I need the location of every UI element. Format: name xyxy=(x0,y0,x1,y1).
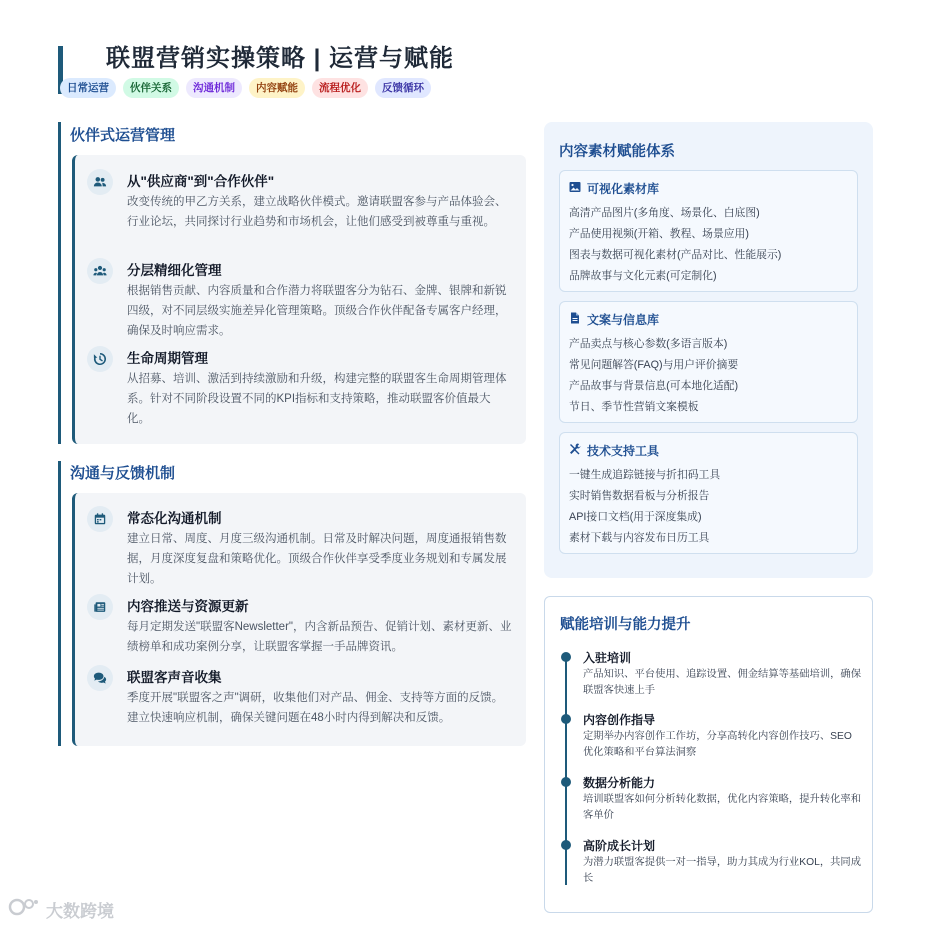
panel-title: 赋能培训与能力提升 xyxy=(560,617,691,633)
box-header xyxy=(569,180,659,197)
user-tiers-icon xyxy=(87,258,113,284)
timeline-dot xyxy=(561,714,571,724)
item-partnership xyxy=(87,169,512,259)
newspaper-icon xyxy=(87,594,113,620)
tag-daily-ops[interactable]: 日常运营 xyxy=(60,78,116,98)
item-content-push xyxy=(87,594,512,660)
timeline-step xyxy=(561,711,862,766)
item-desc: 根据销售贡献、内容质量和合作潜力将联盟客分为钻石、金牌、银牌和新锐四级，对不同层级实施差异化管理策略。顶级合作伙伴配备专属客户经理，确保及时响应需求。 xyxy=(127,285,507,337)
calendar-icon xyxy=(87,506,113,532)
panel-title: 内容素材赋能体系 xyxy=(559,144,675,160)
document-icon xyxy=(569,312,581,327)
content-materials-panel xyxy=(544,122,873,578)
step-title: 数据分析能力 xyxy=(583,776,656,790)
tech-tools-box xyxy=(559,432,858,554)
step-desc: 产品知识、平台使用、追踪设置、佣金结算等基础培训，确保联盟客快速上手 xyxy=(583,669,862,696)
step-desc: 培训联盟客如何分析转化数据，优化内容策略，提升转化率和客单价 xyxy=(583,794,862,821)
page-title: 联盟营销实操策略 | 运营与赋能 xyxy=(106,45,455,72)
item-desc: 建立日常、周度、月度三级沟通机制。日常及时解决问题，周度通报销售数据，月度深度复盘和策略优化。顶级合作伙伴享受季度业务规划和专属发展计划。 xyxy=(127,533,507,585)
box-line: 常见问题解答(FAQ)与用户评价摘要 xyxy=(569,359,739,371)
box-line: 图表与数据可视化素材(产品对比、性能展示) xyxy=(569,249,782,261)
tag-content-enable[interactable]: 内容赋能 xyxy=(249,78,305,98)
box-line: 一键生成追踪链接与折扣码工具 xyxy=(569,469,721,481)
box-lines xyxy=(569,465,720,549)
timeline-dot xyxy=(561,777,571,787)
item-lifecycle xyxy=(87,346,512,431)
watermark-logo-icon xyxy=(8,896,40,923)
item-title: 分层精细化管理 xyxy=(127,263,222,278)
step-title: 高阶成长计划 xyxy=(583,839,656,853)
visual-library-box xyxy=(559,170,858,292)
item-title: 常态化沟通机制 xyxy=(127,511,222,526)
section-rail xyxy=(58,461,61,746)
box-line: 品牌故事与文化元素(可定制化) xyxy=(569,270,717,282)
section-title-partner-ops: 伙伴式运营管理 xyxy=(70,127,176,144)
box-lines xyxy=(569,334,738,418)
timeline-step xyxy=(561,649,862,704)
image-icon xyxy=(569,181,581,196)
item-title: 从"供应商"到"合作伙伴" xyxy=(127,174,275,189)
box-title: 可视化素材库 xyxy=(587,182,660,196)
box-title: 技术支持工具 xyxy=(587,444,660,458)
box-line: 素材下载与内容发布日历工具 xyxy=(569,532,710,544)
step-title: 入驻培训 xyxy=(583,651,632,665)
item-title: 生命周期管理 xyxy=(127,351,208,366)
timeline-step xyxy=(561,774,862,829)
chat-icon xyxy=(87,665,113,691)
box-line: 节日、季节性营销文案模板 xyxy=(569,401,699,413)
box-line: 产品卖点与核心参数(多语言版本) xyxy=(569,338,728,350)
watermark-text: 大数跨境 xyxy=(46,902,114,921)
communication-card xyxy=(72,493,526,746)
users-icon xyxy=(87,169,113,195)
section-rail xyxy=(58,122,61,444)
tag-feedback-loop[interactable]: 反馈循环 xyxy=(375,78,431,98)
item-desc: 改变传统的甲乙方关系，建立战略伙伴模式。邀请联盟客参与产品体验会、行业论坛，共同探讨行业趋势和市场机会，让他们感受到被尊重与重视。 xyxy=(127,196,507,228)
tag-list xyxy=(60,78,431,98)
item-desc: 季度开展"联盟客之声"调研，收集他们对产品、佣金、支持等方面的反馈。建立快速响应机制，确保关键问题在48小时内得到解决和反馈。 xyxy=(127,692,504,724)
item-desc: 从招募、培训、激活到持续激励和升级，构建完整的联盟客生命周期管理体系。针对不同阶段设置不同的KPI指标和支持策略，推动联盟客价值最大化。 xyxy=(127,373,507,425)
box-line: 实时销售数据看板与分析报告 xyxy=(569,490,710,502)
box-header xyxy=(569,442,659,459)
box-title: 文案与信息库 xyxy=(587,313,660,327)
item-voice-collection xyxy=(87,665,512,731)
item-desc: 每月定期发送"联盟客Newsletter"，内含新品预告、促销计划、素材更新、业绩榜单和成功案例分享，让联盟客掌握一手品牌资讯。 xyxy=(127,621,512,653)
item-title: 内容推送与资源更新 xyxy=(127,599,249,614)
section-title-communication: 沟通与反馈机制 xyxy=(70,465,176,482)
box-line: API接口文档(用于深度集成) xyxy=(569,511,702,523)
timeline-step xyxy=(561,837,862,892)
copy-library-box xyxy=(559,301,858,423)
tag-communication[interactable]: 沟通机制 xyxy=(186,78,242,98)
box-line: 高清产品图片(多角度、场景化、白底图) xyxy=(569,207,760,219)
timeline-dot xyxy=(561,652,571,662)
tools-icon xyxy=(569,443,581,458)
item-regular-communication xyxy=(87,506,512,594)
tag-process-optimize[interactable]: 流程优化 xyxy=(312,78,368,98)
box-lines xyxy=(569,203,781,287)
step-title: 内容创作指导 xyxy=(583,713,656,727)
timeline-dot xyxy=(561,840,571,850)
history-icon xyxy=(87,346,113,372)
box-header xyxy=(569,311,659,328)
box-line: 产品使用视频(开箱、教程、场景应用) xyxy=(569,228,749,240)
partner-ops-card xyxy=(72,155,526,444)
step-desc: 定期举办内容创作工作坊，分享高转化内容创作技巧、SEO优化策略和平台算法洞察 xyxy=(583,731,852,758)
box-line: 产品故事与背景信息(可本地化适配) xyxy=(569,380,739,392)
step-desc: 为潜力联盟客提供一对一指导，助力其成为行业KOL，共同成长 xyxy=(583,857,862,884)
item-tiered-management xyxy=(87,258,512,343)
tag-partnership[interactable]: 伙伴关系 xyxy=(123,78,179,98)
training-panel xyxy=(544,596,873,913)
watermark xyxy=(8,896,114,923)
item-title: 联盟客声音收集 xyxy=(127,670,222,685)
